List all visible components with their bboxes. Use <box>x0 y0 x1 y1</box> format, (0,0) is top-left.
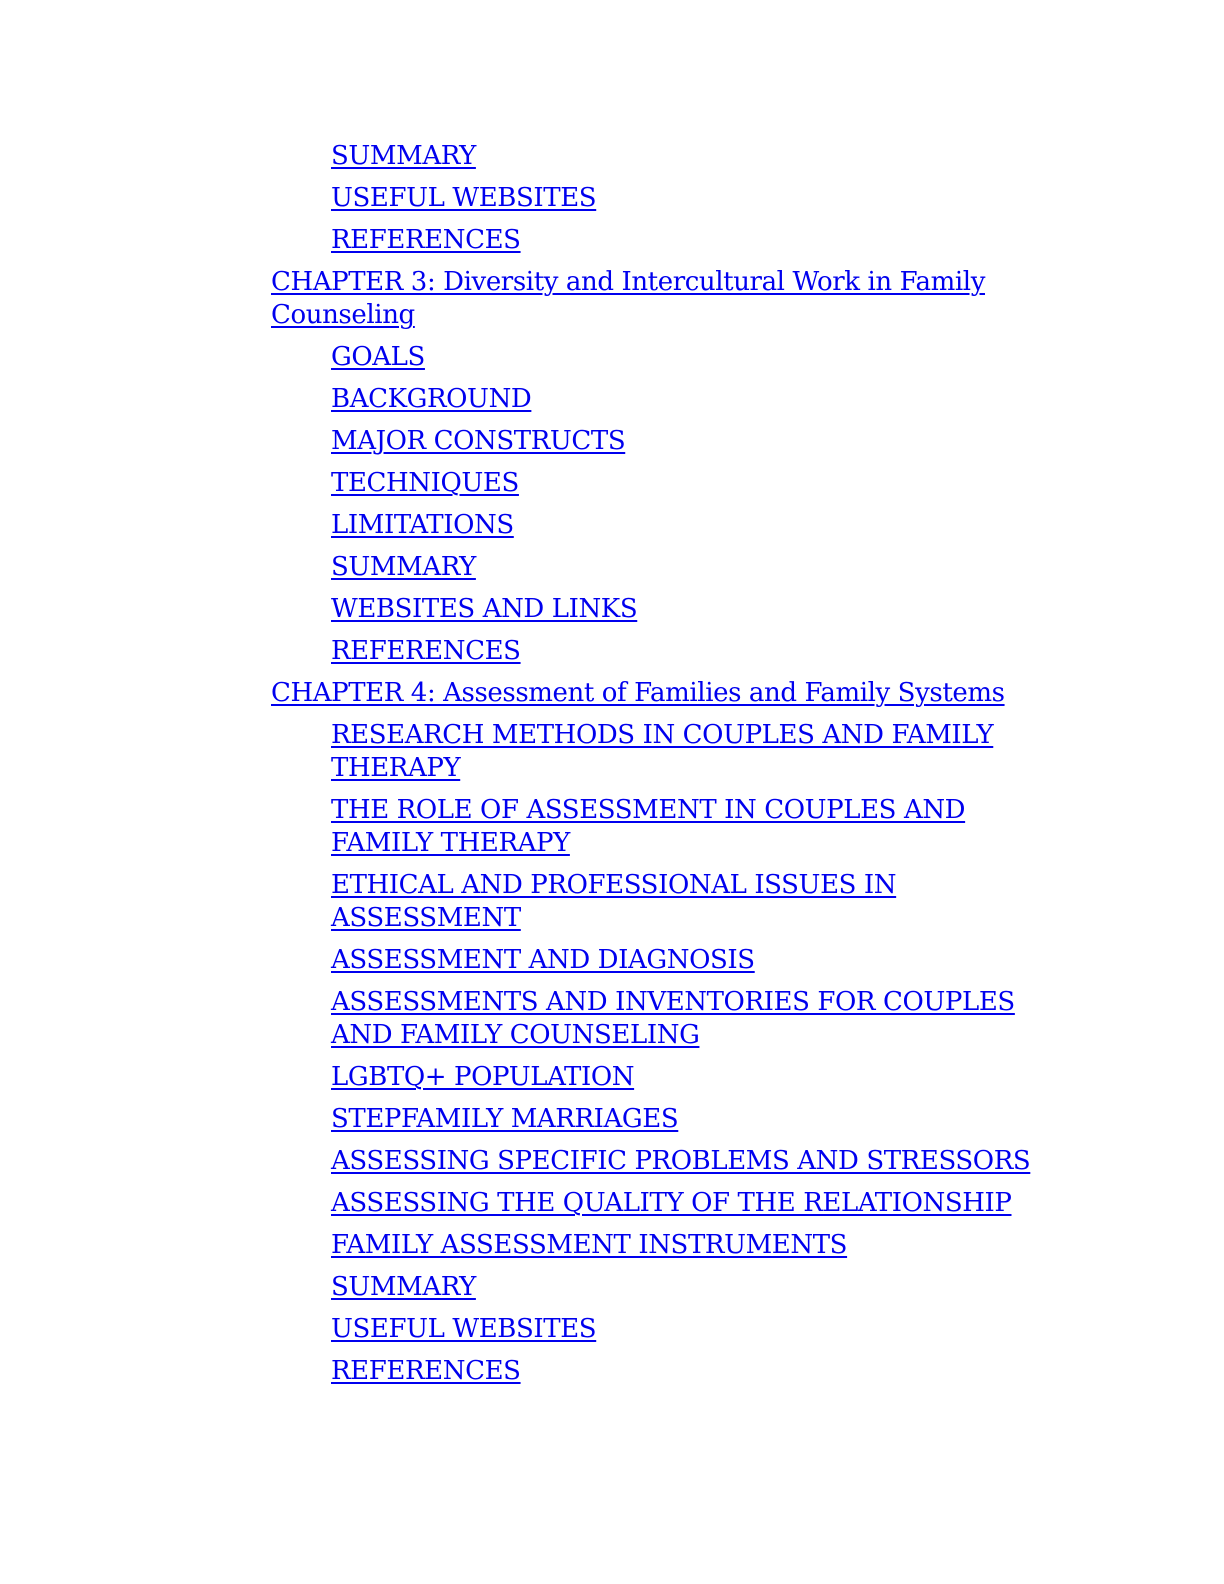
toc-entry <box>331 551 1071 584</box>
toc-entry <box>331 1187 1071 1220</box>
toc-link-lgbtq-population[interactable]: LGBTQ+ POPULATION <box>331 1062 635 1092</box>
toc-entry <box>331 1313 1071 1346</box>
toc-entry <box>331 635 1071 668</box>
toc-link-useful-websites[interactable]: USEFUL WEBSITES <box>331 183 597 213</box>
toc-entry <box>331 593 1071 626</box>
toc-link-stepfamily-marriages[interactable]: STEPFAMILY MARRIAGES <box>331 1104 679 1134</box>
toc-entry <box>331 944 1071 977</box>
toc-link-limitations[interactable]: LIMITATIONS <box>331 510 514 540</box>
toc-entry <box>331 341 1071 374</box>
toc-entry <box>331 719 1071 785</box>
table-of-contents <box>271 140 1071 1397</box>
toc-link-major-constructs[interactable]: MAJOR CONSTRUCTS <box>331 426 626 456</box>
toc-entry <box>331 425 1071 458</box>
toc-entry <box>331 986 1071 1052</box>
toc-link-summary[interactable]: SUMMARY <box>331 141 476 171</box>
toc-link-techniques[interactable]: TECHNIQUES <box>331 468 519 498</box>
toc-link-family-assessment-instruments[interactable]: FAMILY ASSESSMENT INSTRUMENTS <box>331 1230 848 1260</box>
toc-link-research-methods[interactable]: RESEARCH METHODS IN COUPLES AND FAMILY THERAPY <box>331 720 994 783</box>
toc-entry <box>331 383 1071 416</box>
toc-entry <box>331 1229 1071 1262</box>
toc-link-assessment-and-diagnosis[interactable]: ASSESSMENT AND DIAGNOSIS <box>331 945 755 975</box>
toc-link-goals[interactable]: GOALS <box>331 342 425 372</box>
toc-entry <box>331 1103 1071 1136</box>
toc-link-useful-websites[interactable]: USEFUL WEBSITES <box>331 1314 597 1344</box>
toc-link-ethical-issues[interactable]: ETHICAL AND PROFESSIONAL ISSUES IN ASSESSMENT <box>331 870 897 933</box>
toc-entry <box>331 1145 1071 1178</box>
toc-entry <box>331 182 1071 215</box>
toc-entry <box>331 509 1071 542</box>
toc-link-summary[interactable]: SUMMARY <box>331 1272 476 1302</box>
toc-chapter-entry <box>271 677 1071 710</box>
toc-entry <box>331 1355 1071 1388</box>
toc-link-chapter-4[interactable]: CHAPTER 4: Assessment of Families and Family Systems <box>271 678 1005 708</box>
toc-chapter-entry <box>271 266 1071 332</box>
toc-link-summary[interactable]: SUMMARY <box>331 552 476 582</box>
toc-link-assessing-relationship-quality[interactable]: ASSESSING THE QUALITY OF THE RELATIONSHIP <box>331 1188 1012 1218</box>
toc-entry <box>331 140 1071 173</box>
toc-link-websites-and-links[interactable]: WEBSITES AND LINKS <box>331 594 638 624</box>
toc-entry <box>331 467 1071 500</box>
toc-link-background[interactable]: BACKGROUND <box>331 384 532 414</box>
toc-link-references[interactable]: REFERENCES <box>331 1356 521 1386</box>
toc-entry <box>331 224 1071 257</box>
toc-entry <box>331 869 1071 935</box>
toc-link-references[interactable]: REFERENCES <box>331 636 521 666</box>
toc-entry <box>331 1061 1071 1094</box>
toc-link-chapter-3[interactable]: CHAPTER 3: Diversity and Intercultural Work in Family Counseling <box>271 267 985 330</box>
toc-entry <box>331 1271 1071 1304</box>
toc-link-role-of-assessment[interactable]: THE ROLE OF ASSESSMENT IN COUPLES AND FAMILY THERAPY <box>331 795 966 858</box>
toc-link-assessments-and-inventories[interactable]: ASSESSMENTS AND INVENTORIES FOR COUPLES AND FAMILY COUNSELING <box>331 987 1015 1050</box>
toc-entry <box>331 794 1071 860</box>
toc-link-assessing-specific-problems[interactable]: ASSESSING SPECIFIC PROBLEMS AND STRESSORS <box>331 1146 1031 1176</box>
toc-link-references[interactable]: REFERENCES <box>331 225 521 255</box>
